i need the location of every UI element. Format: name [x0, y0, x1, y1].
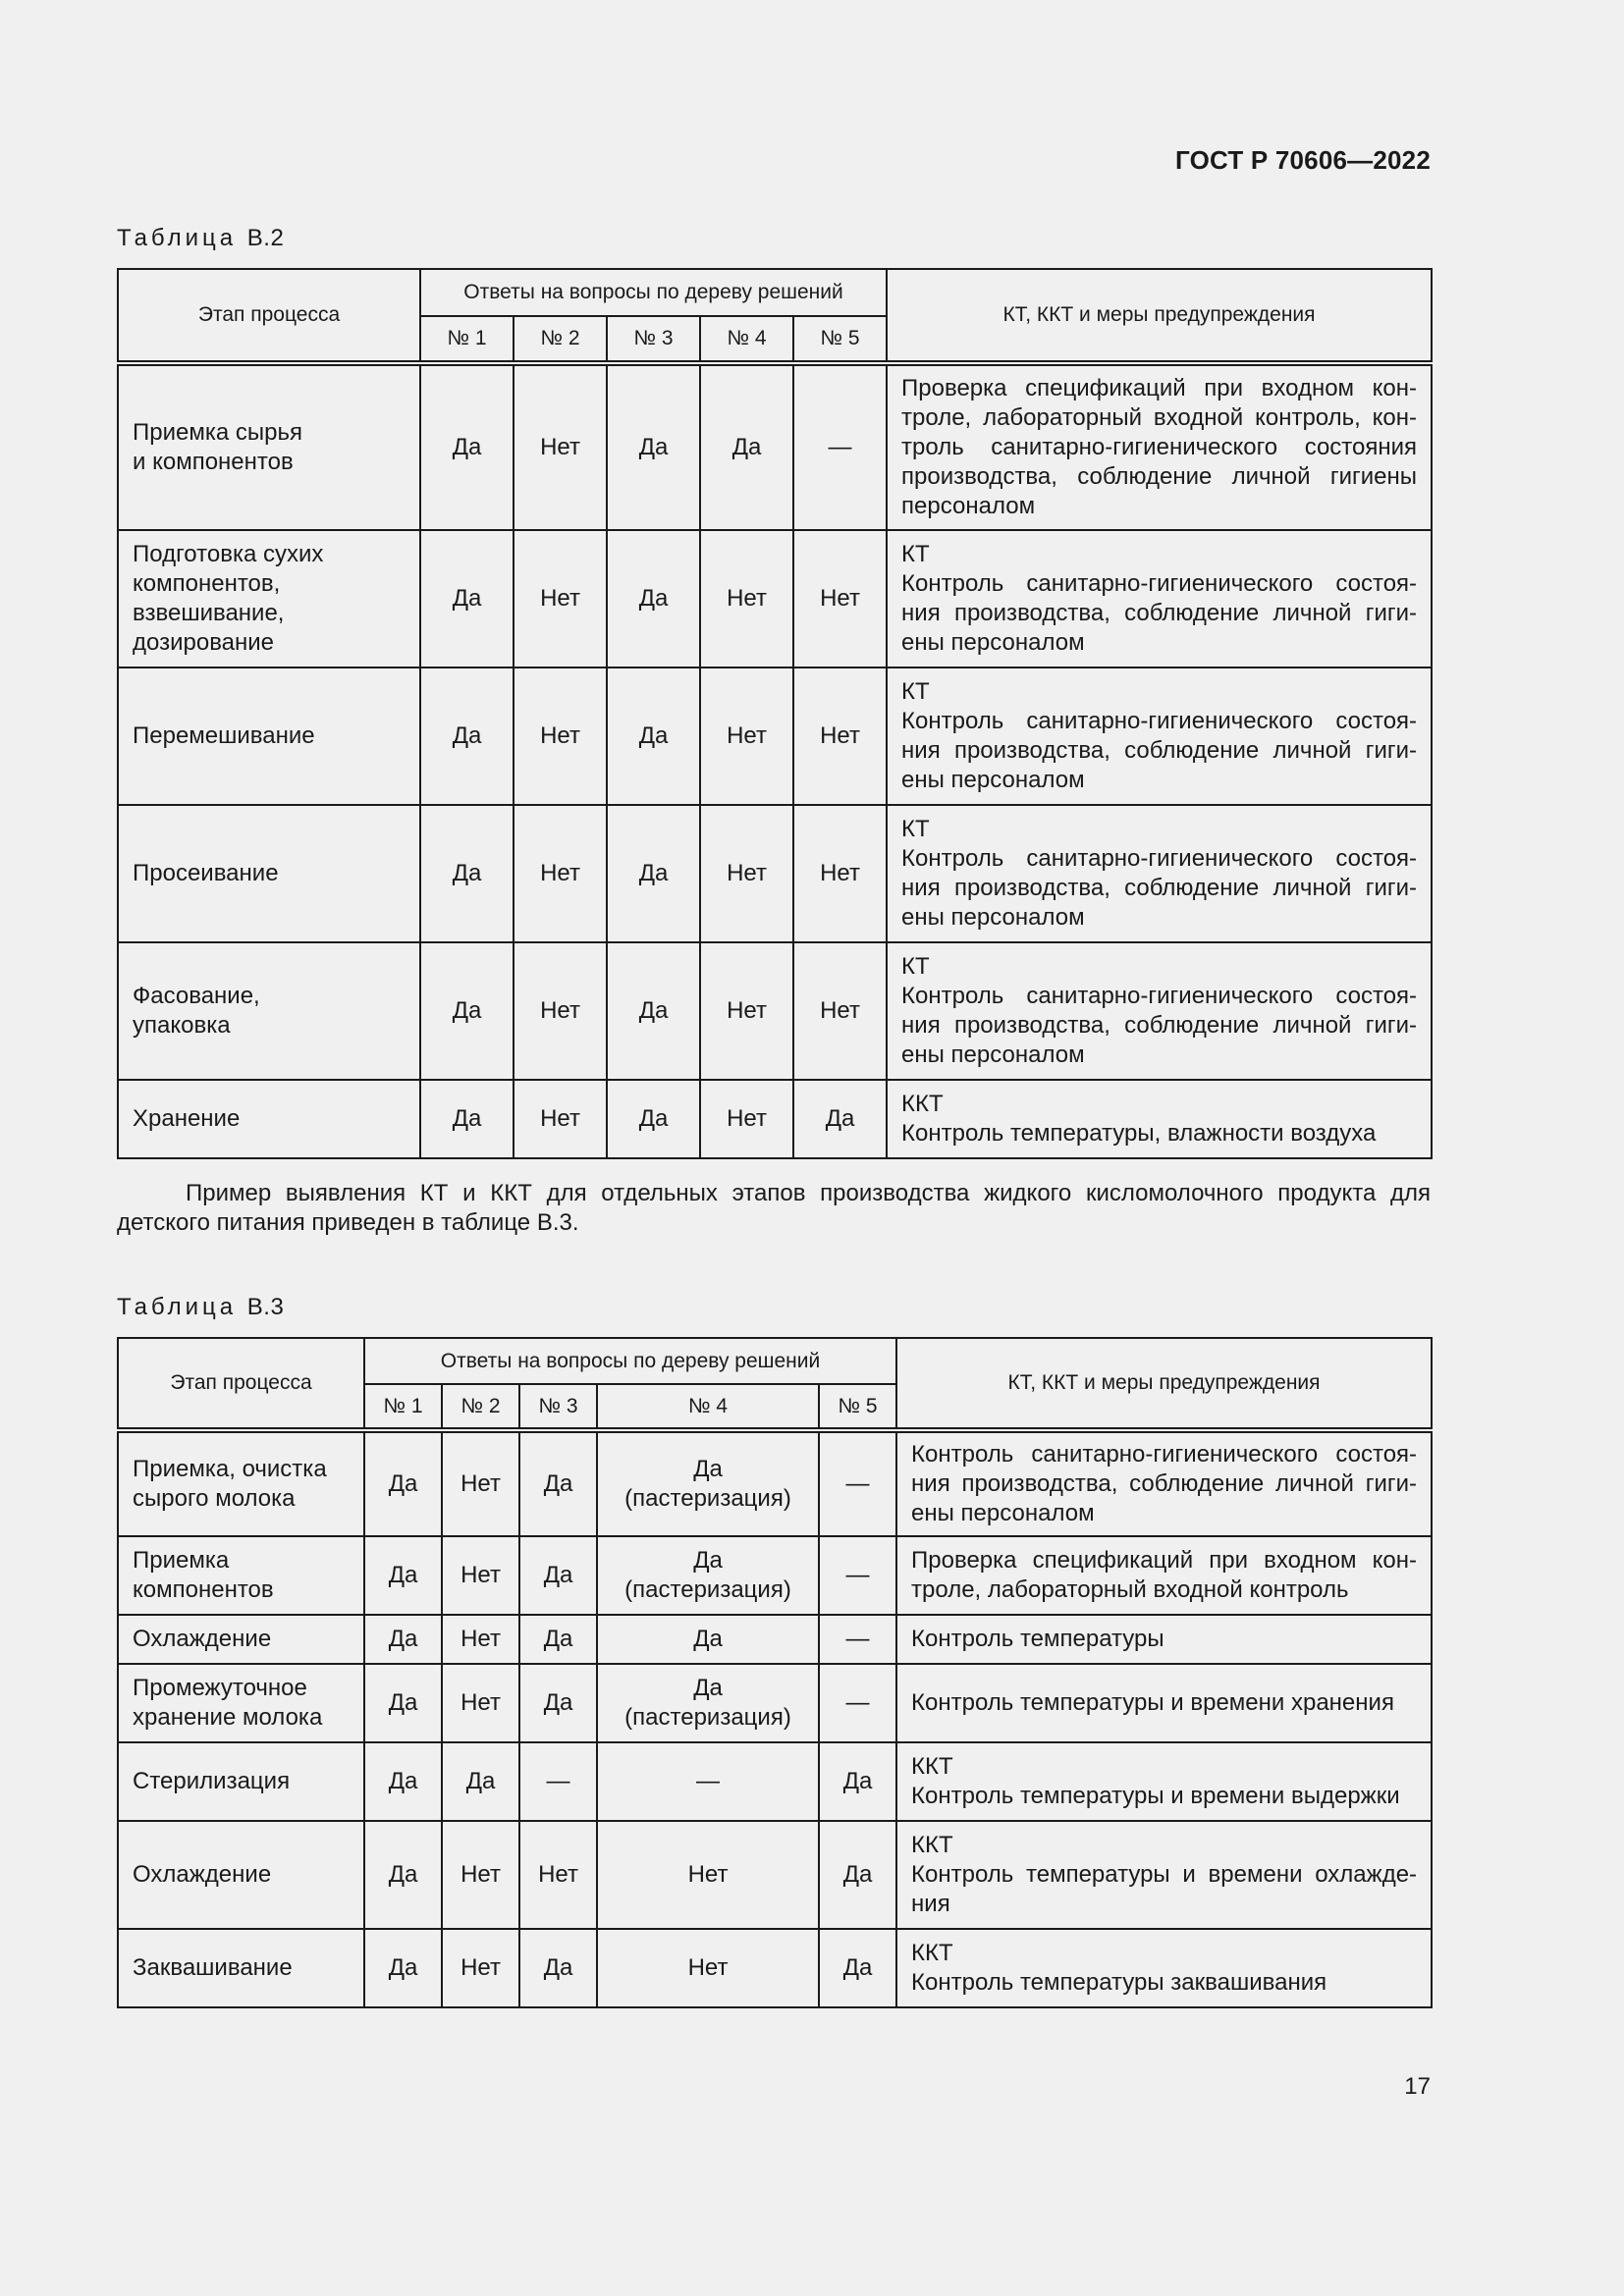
answer-cell-q3: Да: [519, 1929, 597, 2007]
answer-cell-q4: Нет: [700, 805, 793, 942]
answer-cell-q4: Нет: [597, 1821, 819, 1929]
stage-line: дозирование: [133, 629, 275, 656]
control-line: персоналом: [901, 493, 1036, 519]
control-line: ния производства, соблюдение личной гиги-: [901, 600, 1418, 626]
answer-cell-q1: Да: [420, 942, 514, 1080]
control-line: Контроль температуры, влажности воздуха: [901, 1120, 1377, 1147]
table-row: [118, 1615, 1432, 1664]
answer-cell-q2: Нет: [514, 667, 607, 805]
answer-cell-q2: Да: [442, 1742, 519, 1821]
stage-line: Перемешивание: [133, 722, 315, 749]
table-b3-caption: [117, 1294, 284, 1321]
table-row: [118, 1430, 1432, 1536]
table-b3-header-stage: Этап процесса: [118, 1338, 364, 1430]
stage-line: взвешивание,: [133, 600, 285, 626]
control-line: Контроль температуры: [911, 1626, 1164, 1652]
table-b3-header-q3: № 3: [519, 1384, 597, 1430]
answer-cell-q5: Да: [819, 1821, 896, 1929]
control-measures-cell: [887, 1080, 1432, 1158]
answer-cell-q4: Нет: [700, 1080, 793, 1158]
answer-cell-q2: Нет: [442, 1536, 519, 1615]
process-stage-cell: [118, 1664, 364, 1742]
document-code: ГОСТ Р 70606—2022: [1175, 145, 1431, 175]
table-b2-header-answers: Ответы на вопросы по дереву решений: [420, 269, 887, 316]
process-stage-cell: [118, 1821, 364, 1929]
stage-line: Промежуточное: [133, 1675, 307, 1701]
stage-line: Подготовка сухих: [133, 541, 324, 567]
control-line: троль санитарно-гигиенического состояния: [901, 434, 1418, 460]
control-measures-cell: [896, 1615, 1432, 1664]
answer-cell-q4: Да: [597, 1615, 819, 1664]
control-line: ния производства, соблюдение личной гиги-: [901, 1012, 1418, 1039]
answer-cell-q2: Нет: [514, 942, 607, 1080]
control-line: Контроль температуры и времени выдержки: [911, 1783, 1400, 1809]
answer-cell-q4: —: [597, 1742, 819, 1821]
answer-cell-q3: Да: [519, 1430, 597, 1536]
process-stage-cell: [118, 363, 420, 530]
control-measures-cell: [896, 1929, 1432, 2007]
page-number: 17: [1404, 2073, 1431, 2100]
control-line: Контроль температуры и времени хранения: [911, 1689, 1394, 1716]
control-line: Проверка спецификаций при входном кон-: [911, 1547, 1418, 1574]
answer-cell-q2: Нет: [514, 530, 607, 667]
control-line: ены персоналом: [901, 904, 1085, 931]
answer-cell-q2: Нет: [442, 1615, 519, 1664]
answer-cell-q4: Нет: [700, 667, 793, 805]
table-b2-header-q4: № 4: [700, 316, 793, 363]
stage-line: компонентов,: [133, 570, 281, 597]
answer-cell-q1: Да: [420, 667, 514, 805]
process-stage-cell: [118, 1742, 364, 1821]
answer-cell-q4: Нет: [700, 530, 793, 667]
answer-cell-q1: Да: [364, 1664, 442, 1742]
control-line: ККТ: [911, 1753, 953, 1780]
control-measures-cell: [896, 1430, 1432, 1536]
answer-cell-q2: Нет: [442, 1664, 519, 1742]
answer-cell-q3: —: [519, 1742, 597, 1821]
answer-cell-q3: Нет: [519, 1821, 597, 1929]
table-row: [118, 1080, 1432, 1158]
table-b3-header-q4: № 4: [597, 1384, 819, 1430]
answer-cell-q1: Да: [364, 1929, 442, 2007]
table-row: [118, 1664, 1432, 1742]
control-line: Контроль санитарно-гигиенического состоя-: [901, 845, 1418, 872]
answer-cell-q4: Нет: [597, 1929, 819, 2007]
stage-line: Заквашивание: [133, 1954, 293, 1981]
answer-cell-q3: Да: [607, 363, 700, 530]
control-line: КТ: [901, 678, 930, 705]
control-measures-cell: [887, 942, 1432, 1080]
control-line: троле, лабораторный входной контроль: [911, 1576, 1349, 1603]
control-line: Контроль санитарно-гигиенического состоя-: [901, 708, 1418, 734]
table-b2-caption: [117, 225, 284, 252]
table-b2-header-control: КТ, ККТ и меры предупреждения: [887, 269, 1432, 363]
control-line: ния производства, соблюдение личной гиги-: [901, 875, 1418, 901]
table-row: [118, 667, 1432, 805]
table-row: [118, 363, 1432, 530]
answer-cell-q5: Да: [793, 1080, 887, 1158]
answer-cell-q1: Да: [420, 805, 514, 942]
control-measures-cell: [896, 1536, 1432, 1615]
control-line: Проверка спецификаций при входном кон-: [901, 375, 1418, 401]
answer-cell-q5: —: [819, 1615, 896, 1664]
answer-cell-q1: Да: [420, 530, 514, 667]
stage-line: упаковка: [133, 1012, 231, 1039]
control-line: троле, лабораторный входной контроль, кон-: [901, 404, 1418, 431]
stage-line: Приемка сырья: [133, 419, 302, 446]
table-row: [118, 1536, 1432, 1615]
answer-cell-q4: Да (пастеризация): [597, 1664, 819, 1742]
control-measures-cell: [896, 1664, 1432, 1742]
control-line: ККТ: [911, 1940, 953, 1966]
control-measures-cell: [887, 530, 1432, 667]
answer-cell-q5: Нет: [793, 667, 887, 805]
answer-cell-q1: Да: [364, 1615, 442, 1664]
answer-cell-q4: Нет: [700, 942, 793, 1080]
process-stage-cell: [118, 942, 420, 1080]
process-stage-cell: [118, 667, 420, 805]
answer-cell-q5: Нет: [793, 530, 887, 667]
table-b2-caption-number: В.2: [246, 225, 285, 251]
answer-cell-q5: —: [819, 1664, 896, 1742]
answer-cell-q3: Да: [607, 530, 700, 667]
answer-cell-q5: —: [819, 1430, 896, 1536]
table-row: [118, 942, 1432, 1080]
answer-cell-q5: Да: [819, 1742, 896, 1821]
stage-line: Охлаждение: [133, 1861, 272, 1888]
answer-cell-q5: —: [793, 363, 887, 530]
stage-line: Хранение: [133, 1105, 241, 1132]
answer-cell-q1: Да: [420, 1080, 514, 1158]
answer-cell-q1: Да: [364, 1821, 442, 1929]
stage-line: Приемка: [133, 1547, 230, 1574]
process-stage-cell: [118, 1430, 364, 1536]
control-measures-cell: [887, 363, 1432, 530]
body-paragraph: Пример выявления КТ и ККТ для отдельных этапов производства жидкого кисломолочного продукта для детского питания приведен в таблице В.3.: [117, 1180, 1431, 1236]
table-b3-caption-number: В.3: [246, 1294, 285, 1320]
answer-cell-q1: Да: [364, 1742, 442, 1821]
control-measures-cell: [887, 667, 1432, 805]
control-line: ены персоналом: [911, 1500, 1095, 1526]
control-measures-cell: [896, 1821, 1432, 1929]
stage-line: сырого молока: [133, 1485, 296, 1512]
process-stage-cell: [118, 1929, 364, 2007]
table-b2-caption-word: Таблица: [117, 225, 238, 251]
table-b3-header-q5: № 5: [819, 1384, 896, 1430]
table-b3-header-q1: № 1: [364, 1384, 442, 1430]
table-row: [118, 805, 1432, 942]
control-line: Контроль санитарно-гигиенического состоя-: [911, 1441, 1418, 1468]
answer-cell-q5: Нет: [793, 942, 887, 1080]
table-row: [118, 1821, 1432, 1929]
stage-line: и компонентов: [133, 449, 294, 475]
control-line: ния: [911, 1891, 950, 1917]
answer-cell-q4: Да (пастеризация): [597, 1430, 819, 1536]
answer-cell-q3: Да: [607, 667, 700, 805]
table-row: [118, 1742, 1432, 1821]
control-line: ККТ: [901, 1091, 944, 1117]
answer-cell-q2: Нет: [442, 1430, 519, 1536]
table-row: [118, 530, 1432, 667]
control-measures-cell: [896, 1742, 1432, 1821]
answer-cell-q3: Да: [519, 1664, 597, 1742]
process-stage-cell: [118, 805, 420, 942]
table-b3: [117, 1337, 1433, 2008]
process-stage-cell: [118, 1080, 420, 1158]
answer-cell-q1: Да: [420, 363, 514, 530]
answer-cell-q2: Нет: [514, 363, 607, 530]
process-stage-cell: [118, 530, 420, 667]
control-line: производства, соблюдение личной гигиены: [901, 463, 1418, 490]
control-line: ены персоналом: [901, 767, 1085, 793]
control-line: КТ: [901, 953, 930, 980]
answer-cell-q2: Нет: [442, 1821, 519, 1929]
table-b3-caption-word: Таблица: [117, 1294, 238, 1320]
control-line: КТ: [901, 816, 930, 842]
table-row: [118, 1929, 1432, 2007]
answer-cell-q2: Нет: [442, 1929, 519, 2007]
answer-cell-q5: Да: [819, 1929, 896, 2007]
answer-cell-q3: Да: [607, 942, 700, 1080]
control-line: ены персоналом: [901, 1041, 1085, 1068]
control-line: Контроль санитарно-гигиенического состоя-: [901, 570, 1418, 597]
answer-cell-q3: Да: [607, 1080, 700, 1158]
answer-cell-q5: Нет: [793, 805, 887, 942]
table-b2-header-q3: № 3: [607, 316, 700, 363]
answer-cell-q4: Да: [700, 363, 793, 530]
process-stage-cell: [118, 1615, 364, 1664]
control-line: ККТ: [911, 1832, 953, 1858]
table-b2: [117, 268, 1433, 1159]
control-line: ния производства, соблюдение личной гиги-: [911, 1470, 1418, 1497]
table-b3-header-answers: Ответы на вопросы по дереву решений: [364, 1338, 896, 1384]
stage-line: компонентов: [133, 1576, 274, 1603]
stage-line: Приемка, очистка: [133, 1456, 327, 1482]
answer-cell-q2: Нет: [514, 1080, 607, 1158]
control-line: ния производства, соблюдение личной гиги-: [901, 737, 1418, 764]
process-stage-cell: [118, 1536, 364, 1615]
control-line: Контроль температуры заквашивания: [911, 1969, 1327, 1996]
answer-cell-q5: —: [819, 1536, 896, 1615]
table-b2-header-q2: № 2: [514, 316, 607, 363]
control-line: Контроль санитарно-гигиенического состоя-: [901, 983, 1418, 1009]
answer-cell-q1: Да: [364, 1430, 442, 1536]
table-b3-header-control: КТ, ККТ и меры предупреждения: [896, 1338, 1432, 1430]
answer-cell-q3: Да: [519, 1536, 597, 1615]
control-line: ены персоналом: [901, 629, 1085, 656]
stage-line: Стерилизация: [133, 1768, 291, 1794]
control-line: Контроль температуры и времени охлажде-: [911, 1861, 1418, 1888]
table-b2-header-stage: Этап процесса: [118, 269, 420, 363]
answer-cell-q3: Да: [519, 1615, 597, 1664]
control-measures-cell: [887, 805, 1432, 942]
table-b2-header-q1: № 1: [420, 316, 514, 363]
answer-cell-q4: Да (пастеризация): [597, 1536, 819, 1615]
answer-cell-q1: Да: [364, 1536, 442, 1615]
stage-line: хранение молока: [133, 1704, 323, 1731]
answer-cell-q2: Нет: [514, 805, 607, 942]
stage-line: Просеивание: [133, 860, 279, 886]
stage-line: Охлаждение: [133, 1626, 272, 1652]
control-line: КТ: [901, 541, 930, 567]
table-b3-header-q2: № 2: [442, 1384, 519, 1430]
stage-line: Фасование,: [133, 983, 260, 1009]
answer-cell-q3: Да: [607, 805, 700, 942]
table-b2-header-q5: № 5: [793, 316, 887, 363]
